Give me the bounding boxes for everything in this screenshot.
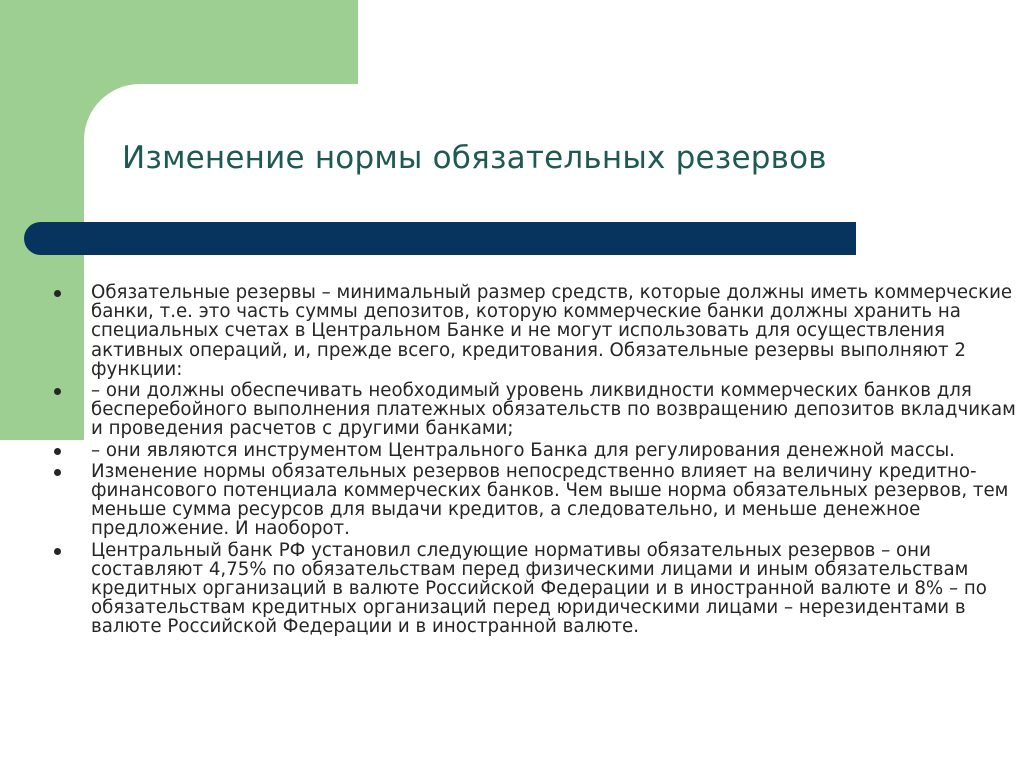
bullet-item xyxy=(42,381,1021,439)
bullet-text: Обязательные резервы – минимальный размер средств, которые должны иметь коммерческие банки, т.е. это часть суммы депозитов, которую коммерческие банки должны хранить на специальных счетах в Центральном Банке и не могут использовать для осуществления активных операций, и, прежде всего, кредитования. Обязательные резервы выполняют 2 функции: xyxy=(91,282,1013,380)
bullet-dot-icon xyxy=(54,448,61,455)
bullet-text: Центральный банк РФ установил следующие нормативы обязательных резервов – они составляют 4,75% по обязательствам перед физическими лицами и иным обязательствам кредитных организаций в валюте Российской Федерации и в иностранной валюте и 8% – по обязательствам кредитных организаций перед юридическими лицами – нерезидентами в валюте Российской Федерации и в иностранной валюте. xyxy=(91,539,987,638)
bullet-dot-icon xyxy=(54,469,61,476)
bullet-item xyxy=(42,441,1021,460)
title-underline-bar xyxy=(24,222,856,255)
bullet-text: Изменение нормы обязательных резервов непосредственно влияет на величину кредитно-финансового потенциала коммерческих банков. Чем выше норма обязательных резервов, тем меньше сумма ресурсов для выдачи кредитов, а следовательно, и меньше денежное предложение. И наоборот. xyxy=(91,460,1009,540)
bullet-text: – они должны обеспечивать необходимый уровень ликвидности коммерческих банков для бесперебойного выполнения платежных обязательств по возвращению депозитов вкладчикам и проведения расчетов с другими банками; xyxy=(91,380,1016,440)
bullet-dot-icon xyxy=(54,548,61,555)
bullet-text: – они являются инструментом Центрального Банка для регулирования денежной массы. xyxy=(91,439,955,461)
bullet-dot-icon xyxy=(54,290,61,297)
bullet-list xyxy=(42,283,1024,639)
slide-title: Изменение нормы обязательных резервов xyxy=(122,140,827,176)
bullet-item xyxy=(42,541,1021,637)
bullet-item xyxy=(42,462,1021,539)
bullet-item xyxy=(42,283,1021,379)
bullet-dot-icon xyxy=(54,388,61,395)
